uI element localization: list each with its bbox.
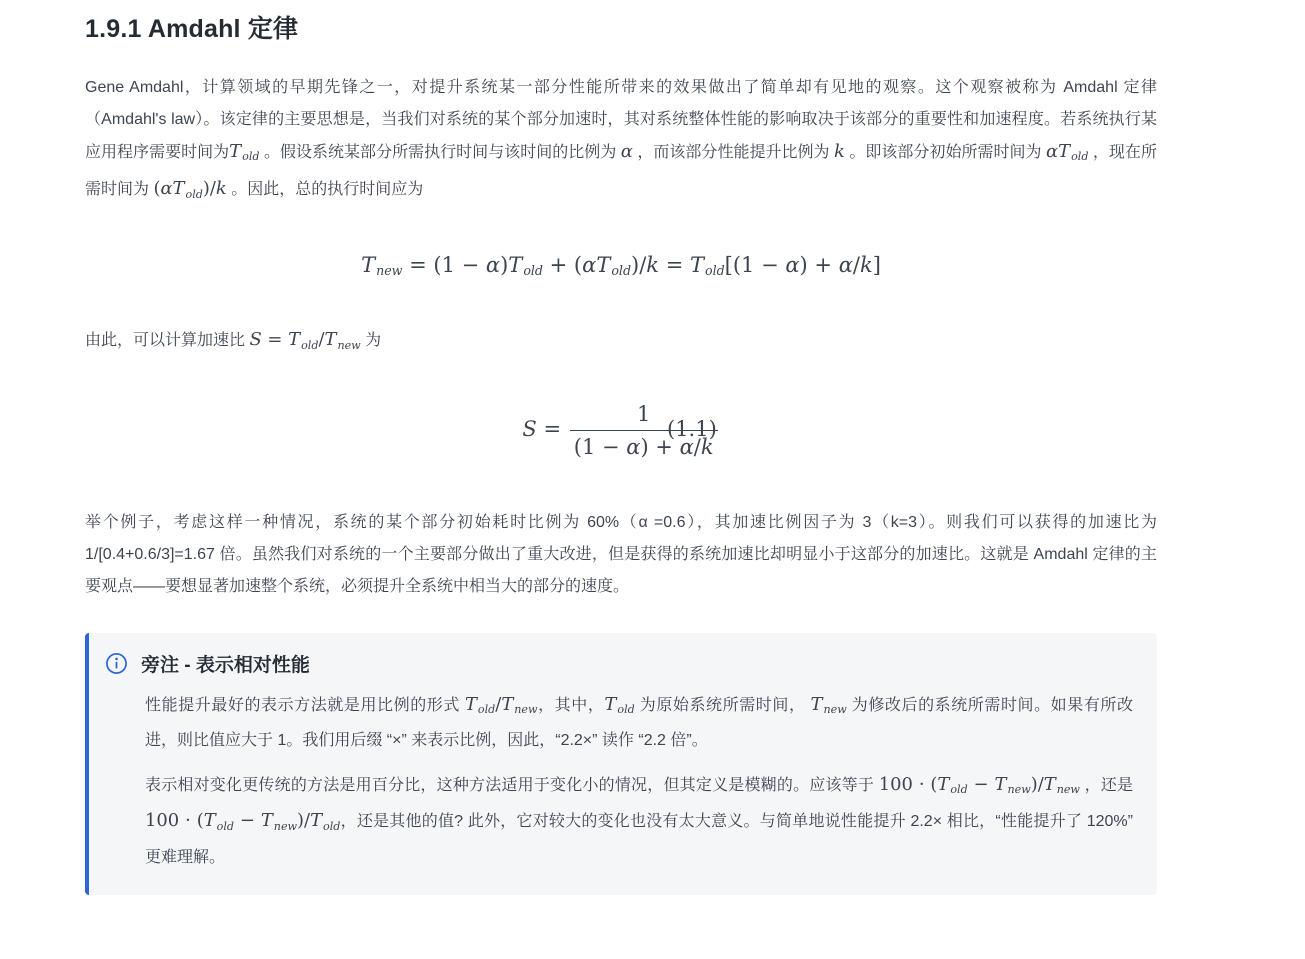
aside-callout	[85, 633, 1157, 895]
callout-paragraph-2: 表示相对变化更传统的方法是用百分比，这种方法适用于变化小的情况，但其定义是模糊的。应该等于 100 · (Told − Tnew)/Tnew ，还是 100 · (Told − Tnew)/Told，还是其他的值? 此外，它对较大的变化也没有太大意义。与简单地说性能提升 2.2× 相比，“性能提升了 120%” 更难理解。	[145, 774, 1134, 866]
callout-title: 旁注 - 表示相对性能	[141, 654, 310, 676]
example-paragraph: 举个例子，考虑这样一种情况，系统的某个部分初始耗时比例为 60%（α =0.6），其加速比例因子为 3（k=3）。则我们可以获得的加速比为 1/[0.4+0.6/3]=1.67 倍。虽然我们对系统的一个主要部分做出了重大改进，但是获得的系统加速比却明显小于这部分的加速比。这就是 Amdahl 定律的主要观点——要想显著加速整个系统，必须提升全系统中相当大的部分的速度。	[85, 513, 1157, 595]
equation-speedup-block	[85, 402, 1157, 459]
intro-paragraph: Gene Amdahl，计算领域的早期先锋之一，对提升系统某一部分性能所带来的效果做出了简单却有见地的观察。这个观察被称为 Amdahl 定律（Amdahl's law）。该定律的主要思想是，当我们对系统的某个部分加速时，其对系统整体性能的影响取决于该部分的重要性和加速程度。若系统执行某应用程序需要时间为Told 。假设系统某部分所需执行时间与该时间的比例为 α ，而该部分性能提升比例为 k 。即该部分初始所需时间为 αTold ，现在所需时间为 (αTold)/k 。因此，总的执行时间应为	[85, 79, 1157, 201]
callout-body	[105, 689, 1133, 873]
callout-header	[105, 650, 1133, 677]
speedup-intro-paragraph: 由此，可以计算加速比 S = Told/Tnew 为	[85, 329, 382, 352]
section-heading: 1.9.1 Amdahl 定律	[85, 15, 299, 43]
equation-tnew: Tnew = (1 − α)Told + (αTold)/k = Told[(1 − α) + α/k]	[361, 252, 881, 279]
equation-number: (1.1)	[667, 417, 717, 442]
info-icon	[105, 652, 128, 675]
equation-speedup: S = $\frac{1}{(1 - \alpha) + \alpha/k}$	[522, 402, 719, 459]
callout-paragraph-1: 性能提升最好的表示方法就是用比例的形式 Told/Tnew，其中，Told 为原始系统所需时间， Tnew 为修改后的系统所需时间。如果有所改进，则比值应大于 1。我们用后缀 “×” 来表示比例，因此，“2.2×” 读作 “2.2 倍”。	[145, 693, 1133, 750]
equation-tnew-block	[85, 253, 1157, 279]
article	[85, 0, 1157, 895]
